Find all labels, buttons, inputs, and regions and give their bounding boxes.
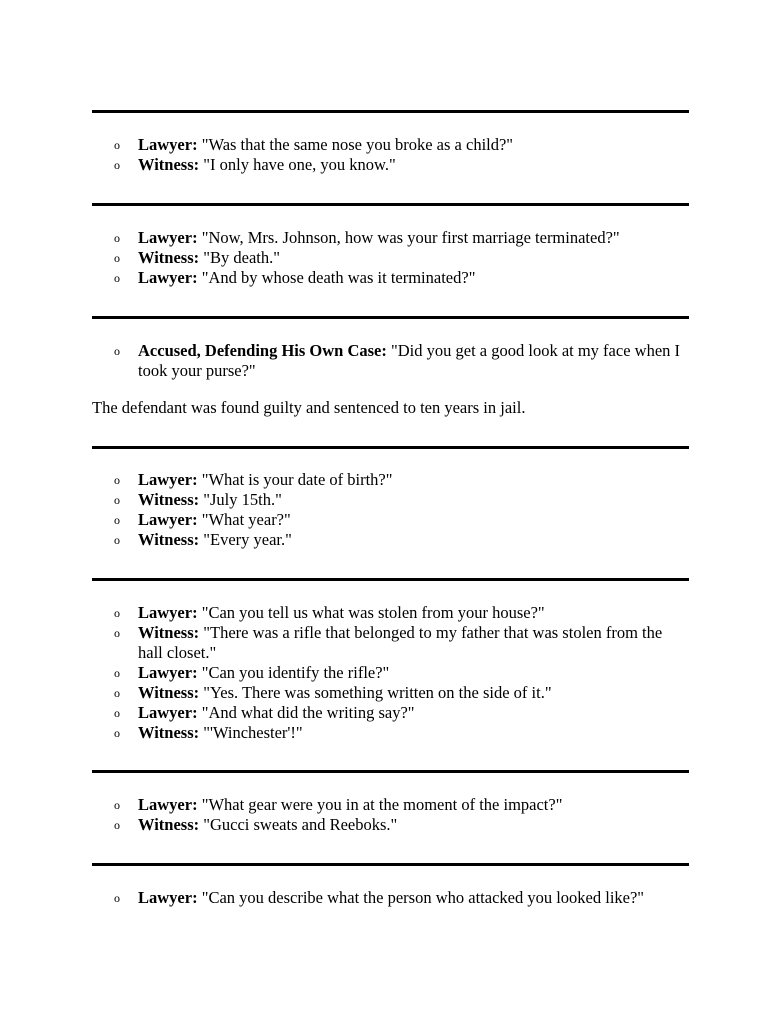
speaker-label: Witness: [138,623,200,642]
dialogue-text: "And what did the writing say?" [197,703,415,722]
speaker-label: Witness: [138,815,200,834]
dialogue-line [92,795,689,815]
dialogue-line [92,663,689,683]
section-divider [92,316,689,319]
dialogue-text: "Now, Mrs. Johnson, how was your first marriage terminated?" [197,228,620,247]
section-divider [92,578,689,581]
dialogue-block [92,888,689,908]
bullet-icon: o [114,271,120,285]
speaker-label: Witness: [138,683,200,702]
dialogue-text: "I only have one, you know." [199,155,396,174]
dialogue-line [92,530,689,550]
bullet-icon: o [114,686,120,700]
bullet-icon: o [114,891,120,905]
verdict-note: The defendant was found guilty and sentenced to ten years in jail. [92,398,526,417]
dialogue-text: "'Winchester'!" [199,723,303,742]
dialogue-line [92,703,689,723]
bullet-icon: o [114,626,120,640]
section-divider [92,203,689,206]
bullet-icon: o [114,493,120,507]
dialogue-block [92,603,689,743]
dialogue-line [92,490,689,510]
dialogue-line [92,603,689,623]
dialogue-block [92,795,689,835]
speaker-label: Lawyer: [138,510,198,529]
bullet-icon: o [114,666,120,680]
section-divider [92,110,689,113]
section-divider [92,446,689,449]
dialogue-line [92,135,689,155]
dialogue-block [92,228,689,288]
dialogue-text: "Can you tell us what was stolen from your house?" [197,603,545,622]
dialogue-line [92,248,689,268]
speaker-label: Witness: [138,155,200,174]
speaker-label: Lawyer: [138,663,198,682]
bullet-icon: o [114,231,120,245]
dialogue-line [92,510,689,530]
bullet-icon: o [114,706,120,720]
bullet-icon: o [114,473,120,487]
dialogue-text: "What is your date of birth?" [197,470,393,489]
dialogue-text: "Can you identify the rifle?" [197,663,390,682]
section-divider [92,770,689,773]
dialogue-text: "What year?" [197,510,291,529]
dialogue-text: "Was that the same nose you broke as a child?" [197,135,514,154]
speaker-label: Lawyer: [138,228,198,247]
dialogue-line [92,623,689,663]
dialogue-text: "Did you get a good look at my face when I took your purse?" [138,341,681,380]
dialogue-text: "Can you describe what the person who attacked you looked like?" [197,888,645,907]
bullet-icon: o [114,158,120,172]
speaker-label: Lawyer: [138,470,198,489]
dialogue-text: "Gucci sweats and Reeboks." [199,815,398,834]
dialogue-line [92,341,689,381]
dialogue-text: "And by whose death was it terminated?" [197,268,476,287]
bullet-icon: o [114,138,120,152]
section-divider [92,863,689,866]
speaker-label: Witness: [138,530,200,549]
bullet-icon: o [114,533,120,547]
dialogue-line [92,470,689,490]
speaker-label: Lawyer: [138,603,198,622]
dialogue-line [92,683,689,703]
dialogue-block [92,135,689,175]
speaker-label: Lawyer: [138,888,198,907]
dialogue-text: "July 15th." [199,490,282,509]
bullet-icon: o [114,344,120,358]
bullet-icon: o [114,798,120,812]
dialogue-line [92,815,689,835]
bullet-icon: o [114,606,120,620]
bullet-icon: o [114,251,120,265]
dialogue-text: "By death." [199,248,280,267]
speaker-label: Lawyer: [138,795,198,814]
dialogue-block [92,470,689,550]
bullet-icon: o [114,726,120,740]
speaker-label: Witness: [138,490,200,509]
speaker-label: Lawyer: [138,135,198,154]
dialogue-line [92,888,689,908]
speaker-label: Lawyer: [138,268,198,287]
speaker-label: Accused, Defending His Own Case: [138,341,387,360]
dialogue-text: "There was a rifle that belonged to my father that was stolen from the hall closet." [138,623,663,662]
speaker-label: Witness: [138,248,200,267]
speaker-label: Witness: [138,723,200,742]
dialogue-line [92,155,689,175]
bullet-icon: o [114,818,120,832]
dialogue-block [92,341,689,381]
dialogue-text: "What gear were you in at the moment of the impact?" [197,795,563,814]
dialogue-text: "Every year." [199,530,292,549]
bullet-icon: o [114,513,120,527]
dialogue-line [92,268,689,288]
dialogue-line [92,723,689,743]
dialogue-line [92,228,689,248]
speaker-label: Lawyer: [138,703,198,722]
dialogue-text: "Yes. There was something written on the side of it." [199,683,552,702]
